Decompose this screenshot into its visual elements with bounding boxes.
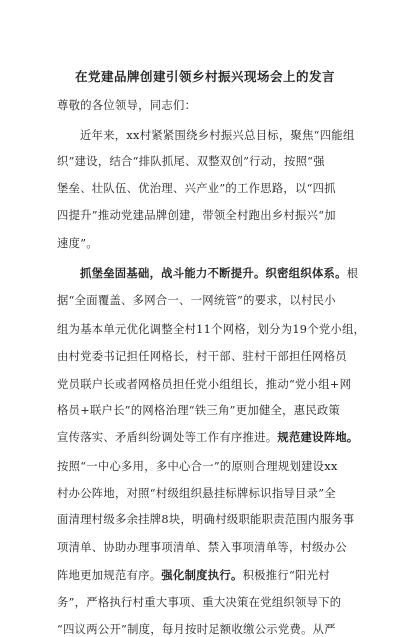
body-text: 宣传落实、矛盾纠纷调处等工作有序推进。 [57, 431, 278, 444]
body-text: 党员联户长或者网格员担任党小组组长，推动“党小组+网 [57, 378, 352, 391]
body-line [57, 153, 357, 169]
bold-heading-text: 强化制度执行。 [161, 568, 243, 582]
body-line [57, 235, 357, 251]
body-line [57, 292, 357, 308]
bold-heading-text: 规范建设阵地。 [277, 430, 359, 444]
body-line [57, 485, 357, 501]
body-line [57, 539, 357, 555]
body-text: 堡垒、壮队伍、优治理、兴产业”的工作思路，以“四抓 [57, 182, 336, 195]
body-line [57, 511, 357, 527]
body-line [57, 321, 366, 337]
body-text: 格员+联户长”的网格治理“铁三角”更加健全，惠民政策 [57, 404, 341, 417]
body-line [57, 348, 357, 364]
body-line [80, 127, 380, 143]
body-text: 近年来，xx村紧紧围绕乡村振兴总目标，聚焦“四能组 [80, 129, 355, 142]
body-text: 村办公阵地，对照“村级组织悬挂标牌标识指导目录”全 [57, 487, 336, 500]
body-text: 速度”。 [57, 237, 98, 250]
body-text: 面清理村级多余挂牌8块，明确村级职能职责范围内服务事 [57, 513, 355, 526]
body-text: 组为基本单元优化调整全村11个网格，划分为19个党小组， [57, 323, 366, 336]
body-text: 四提升”推动党建品牌创建，带领全村跑出乡村振兴“加 [57, 209, 336, 222]
body-text: 务”，严格执行村重大事项、重大决策在党组织领导下的 [57, 596, 342, 609]
body-line [57, 567, 357, 583]
bold-heading-text: 抓堡垒固基础，战斗能力不断提升。织密组织体系。 [80, 266, 347, 280]
salutation: 尊敬的各位领导，同志们： [57, 99, 197, 112]
body-line [57, 621, 357, 637]
body-line [57, 180, 357, 196]
body-line [57, 458, 357, 474]
body-text: 按照“一中心多用，多中心合一”的原则合理规划建设xx [57, 460, 338, 473]
body-line [57, 402, 357, 418]
body-line [80, 265, 380, 281]
body-line [57, 594, 357, 610]
body-text: 据“全面覆盖、多网合一、一网统管”的要求，以村民小 [57, 294, 336, 307]
body-line [57, 207, 357, 223]
body-line [57, 376, 357, 392]
document-title: 在党建品牌创建引领乡村振兴现场会上的发言 [74, 69, 335, 84]
body-line [57, 429, 357, 445]
body-text: 积极推行“阳光村 [242, 569, 330, 582]
body-text: 由村党委书记担任网格长，村干部、驻村干部担任网格员 [57, 350, 347, 363]
body-text: 阵地更加规范有序。 [57, 569, 162, 582]
body-text: “四议两公开”制度，每月按时足额收缴公示党费。从严 [57, 623, 336, 636]
body-text: 织”建设，结合“排队抓尾、双整双创”行动，按照“强 [57, 155, 325, 168]
body-text: 根 [346, 267, 359, 280]
body-text: 项清单、协助办理事项清单、禁入事项清单等，村级办公 [57, 541, 347, 554]
